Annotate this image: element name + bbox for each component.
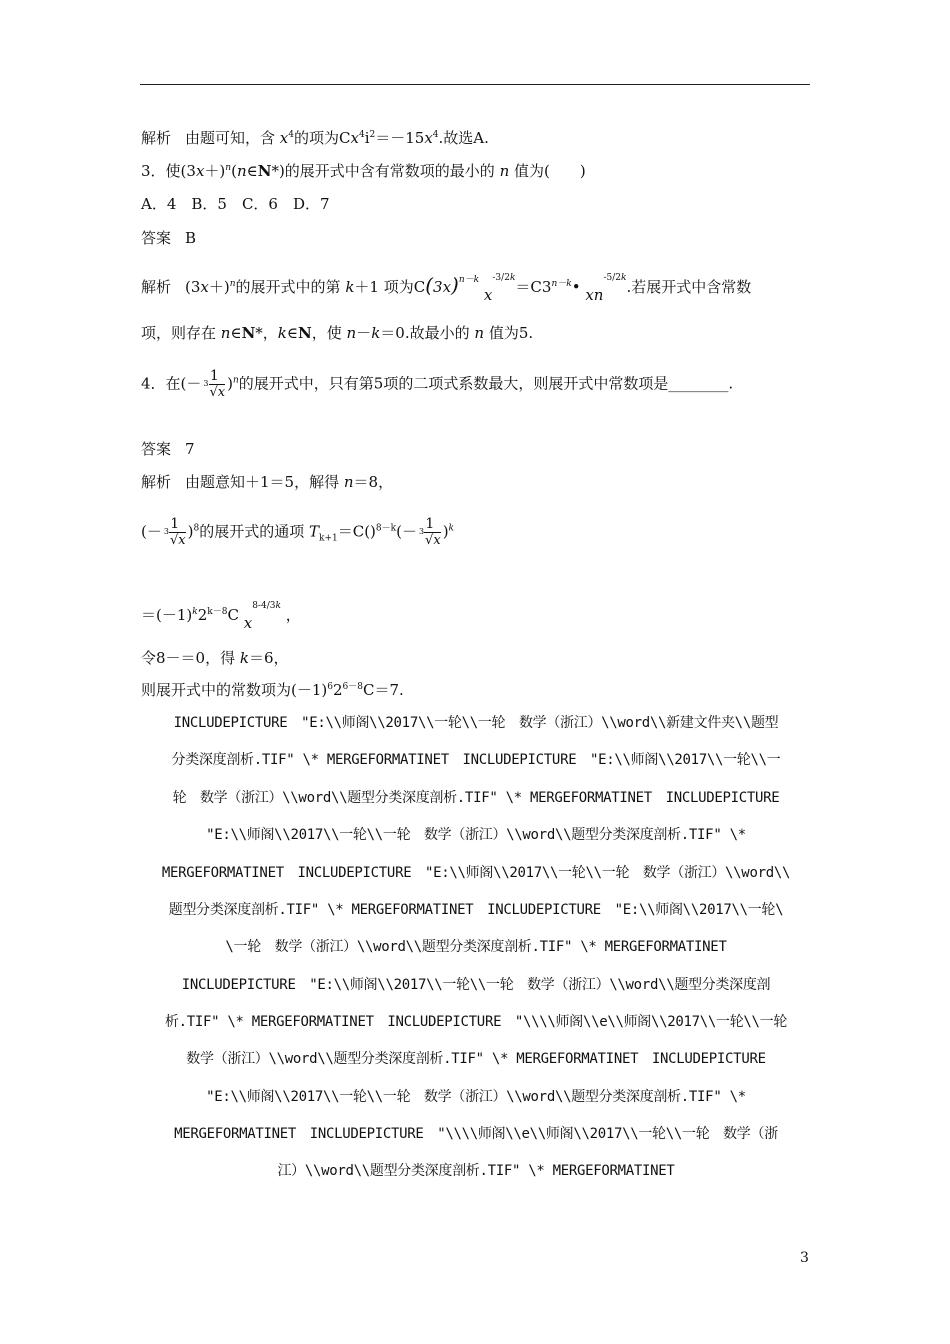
field-code-line: INCLUDEPICTURE "E:\\师阁\\2017\\一轮\\一轮 数学（浙江）\\word\\题型分类深度剖 <box>181 977 771 993</box>
solution-4-line-1: 解析 由题意知＋1＝5，解得 n＝8， <box>141 473 394 491</box>
solution-3-line-2: 项，则存在 n∈N*，k∈N，使 n－k＝0.故最小的 n 值为5. <box>141 324 534 342</box>
header-rule <box>140 84 810 85</box>
label-solution: 解析 <box>141 129 172 147</box>
field-code-line: \一轮 数学（浙江）\\word\\题型分类深度剖析.TIF" \* MERGEFORMATINET <box>225 939 727 955</box>
field-code-line: MERGEFORMATINET INCLUDEPICTURE "\\\\师阁\\e\\师阁\\2017\\一轮\\一轮 数学（浙 <box>174 1126 778 1142</box>
answer-4: 答案 7 <box>141 440 195 458</box>
answer-3: 答案 B <box>141 229 197 247</box>
question-3-options: A．4 B．5 C．6 D．7 <box>141 195 330 213</box>
field-code-line: 江）\\word\\题型分类深度剖析.TIF" \* MERGEFORMATINET <box>277 1163 675 1179</box>
field-code-line: 题型分类深度剖析.TIF" \* MERGEFORMATINET INCLUDEPICTURE "E:\\师阁\\2017\\一轮\ <box>168 902 784 918</box>
field-code-line: 分类深度剖析.TIF" \* MERGEFORMATINET INCLUDEPICTURE "E:\\师阁\\2017\\一轮\\一 <box>171 752 781 768</box>
field-code-line: 数学（浙江）\\word\\题型分类深度剖析.TIF" \* MERGEFORMATINET INCLUDEPICTURE <box>186 1051 766 1067</box>
field-code-line: "E:\\师阁\\2017\\一轮\\一轮 数学（浙江）\\word\\题型分类深度剖析.TIF" \* <box>206 827 746 843</box>
field-code-line: INCLUDEPICTURE "E:\\师阁\\2017\\一轮\\一轮 数学（浙江）\\word\\新建文件夹\\题型 <box>173 715 779 731</box>
solution-4-line-2: (－ 1 $^3$√x )$^8$的展开式的通项 $T_{k+1}=C()^{8-k}(-$ 1 $^3$√x )$^k$ <box>141 516 455 548</box>
field-code-line: 析.TIF" \* MERGEFORMATINET INCLUDEPICTURE "\\\\师阁\\e\\师阁\\2017\\一轮\\一轮 <box>164 1014 788 1030</box>
field-code-line: MERGEFORMATINET INCLUDEPICTURE "E:\\师阁\\2017\\一轮\\一轮 数学（浙江）\\word\\ <box>161 865 791 881</box>
fraction-one-over-cuberoot-x: 1 $^3$√x <box>203 368 226 400</box>
fraction-one-over-cuberoot-x-2: 1 $^3$√x <box>163 516 186 548</box>
page-number: 3 <box>800 1250 809 1266</box>
solution-line-1: 解析 由题可知，含 $x^4$的项为$Cx^4i^2=-15x^4$.故选A. <box>141 129 489 147</box>
solution-4-line-4: 令8－＝0，得 k＝6， <box>141 649 289 667</box>
solution-3-line-1: 解析 $(3x+)^n$的展开式中的第 k＋1 项为$C(3x)^{n-k}$ $x^{-3/2k}=C3^{n-k}•$ $xn^{-5/2k}$.若展开式中含常数 <box>141 273 752 304</box>
fraction-one-over-cuberoot-x-3: 1 $^3$√x <box>418 516 441 548</box>
field-code-line: 轮 数学（浙江）\\word\\题型分类深度剖析.TIF" \* MERGEFORMATINET INCLUDEPICTURE <box>172 790 780 806</box>
question-3: 3．使$(3x+)^n(n\in N*)$的展开式中含有常数项的最小的 n 值为( ) <box>141 162 586 180</box>
question-4: 4．在(－ 1 $^3$√x )$^n$的展开式中，只有第5项的二项式系数最大，则展开式中常数项是________. <box>141 368 734 400</box>
solution-4-line-3: $=(-1)^k2^{k-8}C$ $x^{8-4/3k}$ ， <box>141 601 301 632</box>
field-code-line: "E:\\师阁\\2017\\一轮\\一轮 数学（浙江）\\word\\题型分类深度剖析.TIF" \* <box>206 1089 746 1105</box>
solution-4-line-5: 则展开式中的常数项为$(-1)^62^{6-8}C=7$. <box>141 681 404 699</box>
